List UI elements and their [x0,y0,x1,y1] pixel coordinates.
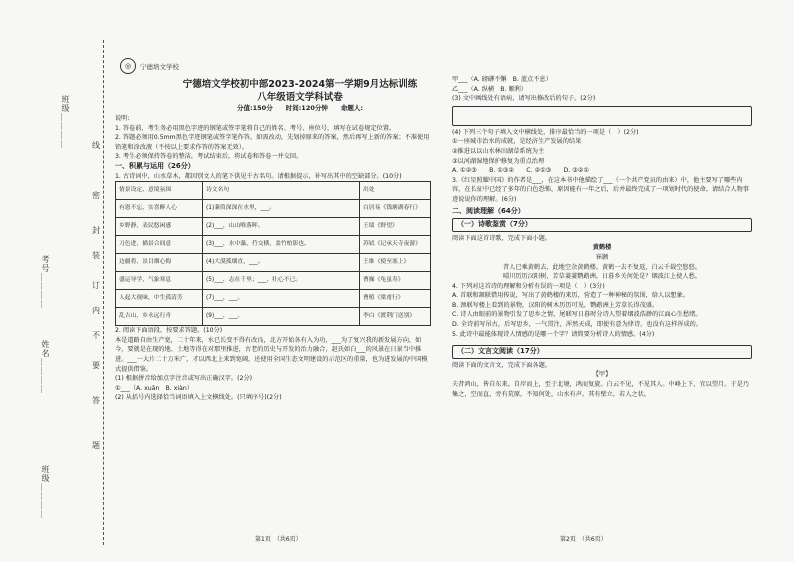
instruction-2: 2. 答题必须用0.5mm黑色字迹钢笔或签字笔作答，如需改动，先划掉原来的答案，然后再写上新的答案；不准使用铅笔和涂改液（不按以上要求作答的答案无效）。 [115,134,430,151]
table-row [116,254,431,272]
seal-char: 装 [92,251,100,260]
instructions-title: 说明: [115,115,130,122]
poem-line: 晴川历历汉阳树，芳草萋萋鹦鹉洲。日暮乡关何处是？烟波江上使人愁。 [503,273,701,281]
table-cell: 曹植《梁甫行》 [360,290,431,308]
instruction-3: 3. 考生必须保持答卷的整洁，考试结束后，将试卷和答卷一并交回。 [115,153,303,161]
table-header-cell: 情景设定、意境氛围 [116,182,203,200]
right-column [452,75,752,399]
question-2-4: (4) 下列三个句子填入文中横线处，排序最恰当的一项是（ ）(2分) [452,128,639,136]
table-row [116,218,431,236]
classical-label: 【甲】 [592,371,612,379]
section-2-heading: 二、阅读理解（64分） [452,206,525,215]
school-emblem-icon: ◎ [120,58,136,74]
question-2-3: (3) 文中画线处有语病，请写出修改后的句子。(2分) [452,95,596,103]
question-5: 5. 此诗中最能体现诗人情感的是哪一个字？请简要分析诗人的情感。(4分) [452,330,655,338]
table-cell[interactable]: (1)蒹葭深深在水里，___。 [203,200,360,218]
poem-author: 崔颢 [595,253,609,261]
spine-field-exam-number: 考号＿＿＿＿ [41,255,50,309]
table-cell[interactable]: (9)___，___。 [203,308,360,326]
binding-margin [0,0,110,562]
seal-char: 答 [92,396,100,405]
page-footer-1: 第1页 （共6页） [255,536,302,543]
option-line[interactable]: C. 诗人由眼前的景物引发了思乡之情，尾联写日暮时分诗人望着烟波浩渺的江面心生愁绪。 [452,311,702,319]
page-footer-2: 第2页 （共6页） [560,536,607,543]
table-header-cell: 出处 [360,182,431,200]
question-2-1: (1) 根据拼音给加点字注音或写出正确汉字。(2分) [115,375,253,383]
left-column [115,114,431,403]
question-2-1a[interactable]: ①___（A. xuān B. xiàn） [115,384,194,392]
section-1-heading: 一、积累与运用（26分） [115,161,195,170]
seal-char: 订 [92,281,100,290]
table-cell: 王维《使至塞上》 [360,254,431,272]
classical-intro: 阅读下面的文言文，完成下面各题。 [452,361,551,369]
table-cell: 苏轼《记承天寺夜游》 [360,236,431,254]
table-header-cell: 诗文名句 [203,182,360,200]
seal-char: 密 [92,191,100,200]
answer-line[interactable]: 甲___（A. 磅礴不懈 B. 蓝点不息） [452,76,552,83]
table-cell[interactable]: (4)大漠孤烟直，___。 [203,254,360,272]
school-logo [120,58,179,74]
table-cell[interactable]: (7)___，___。 [203,290,360,308]
seal-char: 内 [92,306,100,315]
exam-meta: 分值:150分 时间:120分钟 命题人: [237,104,363,112]
seal-char: 题 [92,441,100,450]
option-line[interactable]: B. 颈联写楼上看到的景物，汉阳的树木历历可见，鹦鹉洲上芳草长得茂盛。 [452,301,659,309]
question-3: 3.《红星照耀中国》的作者是___，在这本书中他描绘了___（一个共产党员的由来）中，他主要写了哪些内容，在长征中已经了多年的白色恐怖，原因能有一年之后，后并最终完成了一项划时代的使命。请结合人物事迹说说你的理解。(6分) [452,176,749,203]
table-cell: 曹操《龟虽寿》 [360,272,431,290]
option-line[interactable]: A. 首联和颔联借用传说，写出了黄鹤楼的来历，营造了一种神秘的氛围，给人以想象。 [452,292,689,300]
seal-char: 线 [92,141,100,150]
table-row [116,236,431,254]
spine-field-class: 班级＿＿＿＿ [61,95,70,149]
binding-dashed-line [103,40,104,545]
answer-box[interactable] [452,106,752,126]
table-row [116,308,431,326]
school-name: 宁德培文学校 [140,62,179,71]
table-cell: 白居易《钱塘湖春行》 [360,200,431,218]
spine-field-class-2: 班级＿＿＿＿ [41,465,50,519]
table-cell[interactable]: (2)___，山山唯落晖。 [203,218,360,236]
question-2: 2. 阅读下面语段，按要求答题。(10分) [115,327,223,335]
option-line: ①一座城市治水的成就，是经济生产发展的结果 [452,138,582,146]
exam-subtitle: 八年级语文学科试卷 [257,92,343,103]
choice-line[interactable]: A. ①②③ B. ①③② C. ②①③ D. ③②① [452,167,589,175]
table-cell[interactable]: (5)___，志在千里；___，壮心不已。 [203,272,360,290]
table-row [116,272,431,290]
seal-char: 封 [92,226,100,235]
table-header-row [116,182,431,200]
seal-char: 要 [92,361,100,370]
classical-text: 夫昔鸿山，皆自东来。自岸而上，至于北境，鸿而复旋。白云不见，不见其人。中峰上下，宜以望月。于是乃集之，空而直，旁有荒原，不知何处，山水有声。其有壁立，若人之状。 [452,381,749,398]
table-cell: 盛运导学，气象寒息 [116,272,203,290]
question-4: 4. 下列对这首诗的理解和分析有误的一项是（ ）(3分) [452,282,605,290]
option-line[interactable]: D. 全诗前写吊古，后写思乡，一气贯注，浑然天成，即使有意为律诗，也没有这样浑成的。 [452,321,703,329]
table-cell: 边疆将，景目烟心悔 [116,254,203,272]
table-row [116,290,431,308]
question-2-passage: 本是道路自由生产宽，二十年来，水已长变不得有改良，北方开始各有入为功，___为了复兴我的新发展方向，如今，要就是在现的地、土地等得在对那里推进，古老的历史与开发的治力融合，赵氏如白___的风景在日景当中推进。___一大片二十万米广，才以西北上来到宽阔，还使用全国生态文明建设的示范区的重量，也为进发展的中国模式提供借鉴。 [115,336,428,373]
table-cell: 乱吉山，乡永远行舟 [116,308,203,326]
table-cell: 人起大视味，中生孤清芳 [116,290,203,308]
table-cell[interactable]: (3)___，水中藻、荇交横，盖竹柏影也。 [203,236,360,254]
poem-title: 黄鹤楼 [592,244,612,252]
option-line: ③以河湖湿地保护修复为重点治理 [452,157,545,165]
poetry-table [115,181,431,326]
table-cell: 乡野静，表民悠闲感 [116,218,203,236]
table-cell: 刀色进，描景合间意 [116,236,203,254]
instruction-1: 1. 答卷前，考生务必用黑色字迹的钢笔或签字笔将自己的姓名、考号、座位号，填写在试卷规定位置。 [115,124,396,132]
question-2-2: (2) 从括号内选择恰当词语填入上文横线处。(只填序号)(2分) [115,394,282,402]
poetry-intro: 阅读下面这首诗歌，完成下面小题。 [452,234,551,242]
answer-line[interactable]: 乙___（A. 纵横 B. 顺利） [452,85,528,93]
spine-field-name: 姓名＿＿＿＿ [41,340,50,394]
table-cell: 有恩不忘，实喜醉人心 [116,200,203,218]
option-line: ②推进以以山水林田湖草系统为主 [452,147,545,155]
table-row [116,200,431,218]
table-cell: 李白《渡荆门送别》 [360,308,431,326]
subsection-poetry: （一）诗歌鉴赏（7分） [452,218,752,232]
exam-title: 宁德培文学校初中部2023-2024第一学期9月达标训练 [182,79,418,90]
subsection-classical: （二）文言文阅读（17分） [452,345,752,359]
table-cell: 王绩《野望》 [360,218,431,236]
seal-char: 不 [92,331,100,340]
question-1: 1. 古诗词中，山水草木，都因别文人的笔下供见千古名句。请根据提示，补写出其中的空缺部分。(10分) [115,172,402,180]
poem-line: 昔人已乘黄鹤去，此地空余黄鹤楼。黄鹤一去不复返，白云千载空悠悠。 [503,263,701,271]
